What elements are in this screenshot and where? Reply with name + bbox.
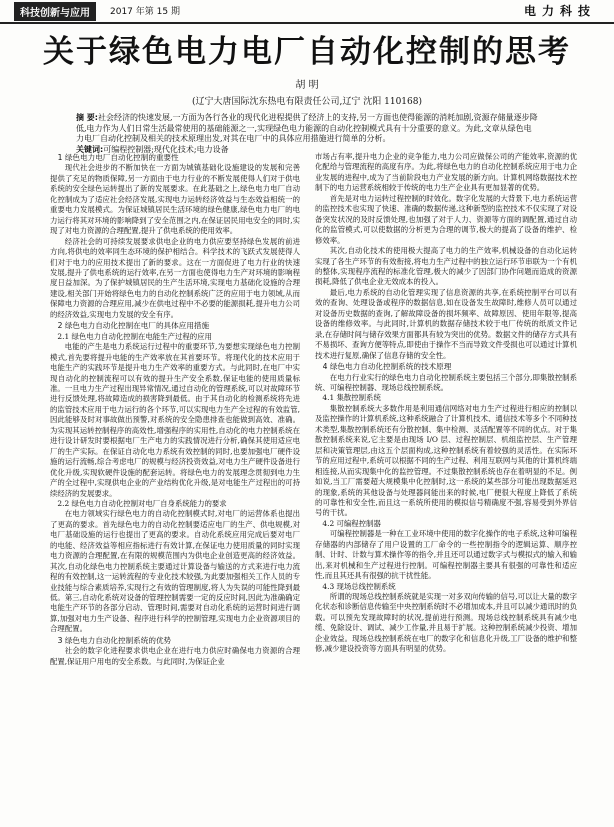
author: 胡 明 bbox=[295, 80, 319, 91]
running-header bbox=[0, 0, 614, 24]
paragraph: 其次,自动化技术的使用极大提高了电力的生产效率,机械设备的自动化运转实现了各生产环节的有效衔接,将电力生产过程中的独立运行环节串联为一个有机的整体,实现程序流程的标准化管理,极大的减少了因部门协作问题而造成的资源损耗,降低了供电企业无效成本的投入。 bbox=[315, 246, 577, 287]
paragraph: 在电力领域实行绿色电力的自动化控制模式时,对电厂的运营体系也提出了更高的要求。首先绿色电力的自动化控制要适应电厂的生产、供电规模,对电厂基础设施的运行也提出了更高的要求。自动化系统应用完成后要对电厂的电能、经济效益等相应指标进行有效计算,在保证电力使用质量的同时实现电力资源的合理配置,在有限的规模范围内为供电企业创造更高的经济效益。其次,自动化绿色电力控制系统主要通过计算设备与输送的方式来进行电力流程的有效控制,这一运转流程的专业化技术较强,为此要加强相关工作人员的专业技能与综合素质培养,实现行之有效的管理制度,将人为失误的可能性降到最低。第三,自动化系统对设备的管理控制需要一定的反应时间,因此为准确确定电能生产环节的各部分启动、管理时间,需要对自动化系统的运营时间进行调算,加强对电力生产设备、程序进行科学的控制管理,实现电力企业资源项目的合理配置。 bbox=[50, 509, 300, 634]
subsection-heading: 4.1 集散控制系统 bbox=[322, 393, 381, 403]
abstract-label: 摘 要: bbox=[76, 113, 98, 122]
paragraph: 现代社会进步的不断加快在一方面为城镇基础化设施建设的发展和完善提供了充足的物质保障,另一方面由于电力行业的不断发展使得人们对于供电系统的安全绿色运转提出了新的发展要求。在此基础之上,绿色电力电厂自动化控制成为了适应社会经济发展,实现电力运转经济效益与生态效益相统一的重要电力发展模式。为保证城镇居民生活环境的绿色健康,绿色电力电厂的电力运行将其对环境的影响降到了安全范围之内,在保证居民用电安全的同时,实现了对电力资源的合理配置,提升了供电系统的使用效率。 bbox=[50, 163, 300, 236]
paragraph: 经济社会的可持续发展要求供电企业的电力供应要坚持绿色发展的前进方向,将供电的效率同生态环境的保护相结合。科学技术的飞跃式发展使得人们对于电力的应用技术提出了新的要求。这在一方面促进了电力行业的快速发展,提升了供电系统的运行效率,在另一方面也使得电力生产对环境的影响程度日益加深。为了保护城镇居民的生产生活环境,实现电力基础化设施的合理建设,相关部门开始将绿色电力的自动化控制系统广泛的应用于电力领域,从而保障电力资源的合理应用,减少在供电过程中不必要的能源损耗,提升电力公司的经济效益,实现电力发展的安全有序。 bbox=[50, 236, 300, 319]
paragraph: 社会的数字化进程要求供电企业在进行电力供应时确保电力资源的合理配置,保证用户用电的安全系数。与此同时,为保证企业 bbox=[50, 646, 300, 666]
paragraph: 集散控制系统大多数作用是利用通信网络对电力生产过程进行相应的控制以及监控操作的计算机系统,这种系统融合了计算机技术、通信技术等多个不同种技术类型,集散控制系统还有分散控制、集中检测、灵活配置等不同的优点。对于集散控制系统来说,它主要是由现场 I/O 层、过程控制层、机组监控层、生产管理层和决策管理层,由这五个层面构成,这种控制系统有着较强的灵活性。在实际环节的应用过程中,系统可以根据不同的生产过程、利用互联网与其他的计算机终端相连接,从而实现集中化的监控管理。不过集散控制系统也存在着明显的不足。例如说,当工厂需要超大规模集中化控制时,这一系统的某些部分可能出现数据延迟的现象,系统的其他设备与处理器间能出来的时候,电厂便很大程度上降低了系统的可靠性和安全性,而且这一系统所使用的模拟信号精确度不强,容易受到外界信号的干扰。 bbox=[315, 403, 577, 518]
paragraph: 电能的产生是电力系统运行过程中的重要环节,为要想实现绿色电力控制模式,首先要将提升电能的生产效率放在其首要环节。将现代化的技术应用于电能生产的实践环节是提升电力生产效率的重要方式。与此同时,在电厂中实现自动化的控制流程可以有效的提升生产安全系数,保证电能的使用质量标准。一旦电力生产过程出现异常情况,通过自动化的管理系统,可以对故障环节进行反馈处理,将故障造成的损害降到最低。由于其自动化的检测系统将先进的监管技术应用于电力运行的各个环节,可以实现电力生产全过程的有效监管,因此能够及时对事故做出预警,对系统的安全隐患排查也能做到高效、准确。为实现其运转控制程序的高效性,增强程序的实用性,自动化的电力控制系统在进行设计研发时要根据电厂生产电力的实践情况进行分析,确保其使用适应电厂的生产实际。在保证自动化电力系统有效控制的同时,也要加强电厂硬件设施的运行流畅,综合考虑电厂的规模与经济投资效益,对电力生产硬件设备进行优化升级,实现软硬件设施的配套运转。将绿色电力的发展理念贯彻到电力生产的全过程中,实现供电企业的产业结构优化升级,是对电能生产过程出的可持续经济的发展要求。 bbox=[50, 342, 300, 498]
paragraph: 最后,电力系统的自动化管理实现了信息资源的共享,在系统控制平台可以有效的查询、处理设备或程序的数据信息,如在设备发生故障时,维修人员可以通过对设备历史数据的查询,了解故障设备的损坏频率、故障原因、使用年限等,提高设备的维修效率。与此同时,计算机的数据存储技术较于电厂传统的纸质文件记录,在存储时间与储存效果方面都具有较为突出的优势。数据文件的储存方式具有不易损坏、查询方便等特点,即使由于操作不当而导致文件受损也可以通过计算机技术进行复原,确保了信息存储的安全性。 bbox=[315, 287, 577, 360]
section-name: 电力科技 bbox=[523, 4, 596, 18]
subsection-heading: 2.2 绿色电力自动化控制对电厂自身系统能力的要求 bbox=[57, 498, 227, 508]
section-heading: 4 绿色电力自动化控制系统的技术原理 bbox=[322, 362, 452, 372]
section-heading: 1 绿色电力电厂自动化控制的重要性 bbox=[57, 153, 179, 162]
subsection-heading: 4.2 可编程控制器 bbox=[322, 518, 381, 528]
paragraph: 首先是对电力运转过程控制的时效化。数字化发展的大背景下,电力系统运营的监控技术也实现了快速、准确的数据传递,这种新型的监控技术不仅实现了对设备突发状况的及时反馈处理,也加强了对于人力、资源等方面的调配置,通过自动化的监管模式,可以使数据的分析更为合理的调节,极大的提高了设备的维护、检修效率。 bbox=[315, 193, 577, 245]
section-heading: 3 绿色电力自动化控制系统的优势 bbox=[57, 635, 172, 645]
abstract-text: 社会经济的快速发展,一方面为各行各业的现代化进程提供了经济上的支持,另一方面也使得能源的消耗加剧,资源存储量逐步降低,电力作为人们日常生活最常使用的基础能源之一,实现绿色电力能源的自动化控制模式具有十分重要的意义。为此,文章从绿色电力电厂自动化控制及相关的技术原理出发,对其在电厂中的具体应用措施进行简单的分析。 bbox=[76, 113, 538, 143]
paragraph: 市场占有率,提升电力企业的竞争能力,电力公司应做保公司的产能效率,资源的优化配给与管理流程的高度有序。为此,将绿色电力的自动化控制系统应用于电力企业发展的进程中,成为了当前阶段电力产业发展的新方向。计算机网络数据技术控制下的电力运营系统相较于传统的电力生产企业具有更加显著的优势。 bbox=[315, 152, 577, 193]
right-column bbox=[315, 152, 577, 655]
subsection-heading: 2.1 绿色电力自动化控制在电能生产过程的应用 bbox=[57, 331, 212, 341]
paragraph: 在电力行业实行的绿色电力自动化控制系统主要包括三个部分,即集散控制系统、可编程控制器、现场总线控制系统。 bbox=[315, 372, 577, 392]
paper-title: 关于绿色电力电厂自动化控制的思考 bbox=[43, 34, 571, 70]
abstract-block bbox=[76, 113, 538, 155]
affiliation: (辽宁大唐国际沈东热电有限责任公司,辽宁 沈阳 110168) bbox=[192, 97, 422, 107]
journal-name: 科技创新与应用 bbox=[14, 2, 96, 21]
subsection-heading: 4.3 现场总线控制系统 bbox=[322, 581, 396, 591]
left-column bbox=[50, 152, 300, 667]
keywords-text: 可编程控制器;现代化技术;电力设备 bbox=[103, 144, 229, 154]
section-heading: 2 绿色电力自动化控制在电厂的具体应用措施 bbox=[57, 321, 210, 331]
paragraph: 可编程控制器是一种在工业环境中使用的数字化操作的电子系统,这种可编程存储器的内部储存了用户设置的工厂命令的一些控制指令的逻辑运算、顺序控制、计时、计数与算术操作等的指令,并且还可以通过数字式与模拟式的输入和输出,来对机械和生产过程进行控制。可编程控制器主要具有很强的可靠性和适应性,而且其还具有很强的抗干扰性能。 bbox=[315, 529, 577, 581]
issue-number: 2017 年第 15 期 bbox=[110, 7, 180, 17]
paragraph: 所谓的现场总线控制系统就是实现一对多双向传输的信号,可以让大量的数字化状态和诊断信息传输至中央控制系统时不必增加成本,并且可以减少通讯时的负载。可以预先发现故障时的状况,提前进行预测。现场总线控制系统具有减少电缆、免除设计、调试、减少工作量,并且易于扩展。这种控制系统减少投资、增加企业效益。现场总线控制系统在电厂的数字化和信息化升级,工厂设备的维护和整修,减少建设投资等方面具有明显的优势。 bbox=[315, 592, 577, 654]
keywords-label: 关键词: bbox=[76, 144, 104, 154]
